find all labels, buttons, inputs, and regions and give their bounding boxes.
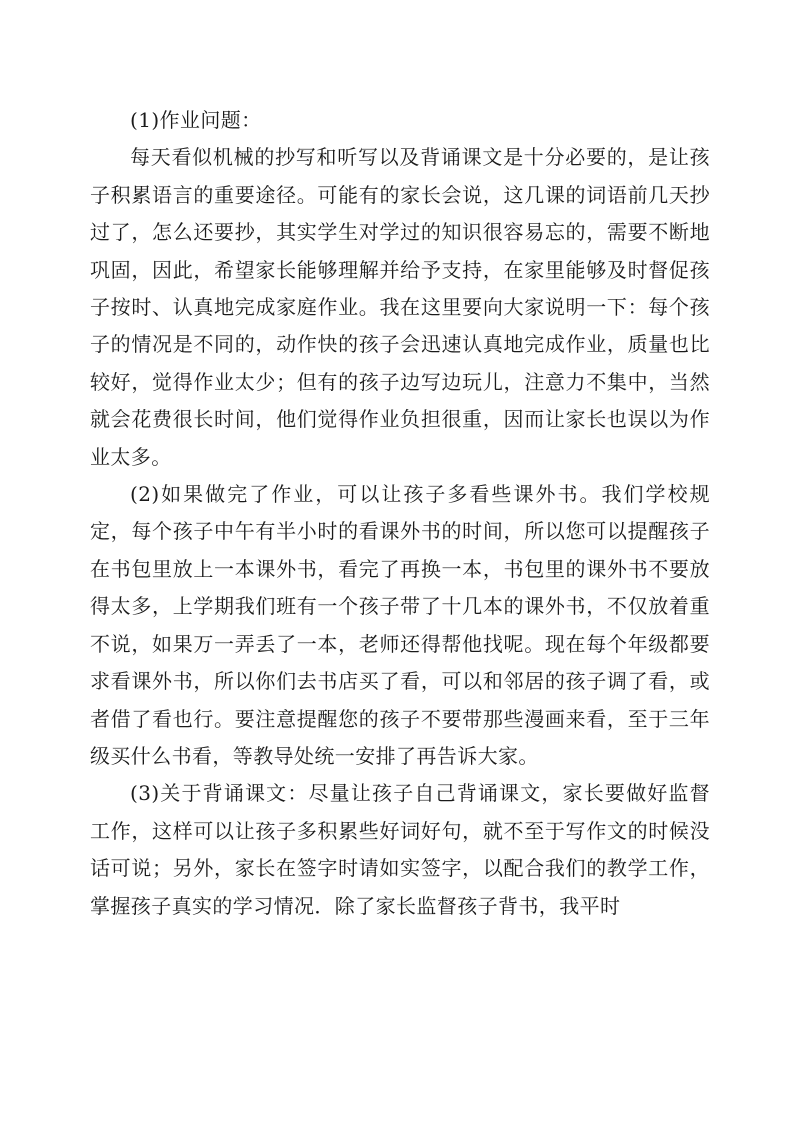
paragraph-extracurricular-reading: (2)如果做完了作业，可以让孩子多看些课外书。我们学校规定，每个孩子中午有半小时的看课外书的时间，所以您可以提醒孩子在书包里放上一本课外书，看完了再换一本，书包里的课外书不要放得太多，上学期我们班有一个孩子带了十几本的课外书，不仅放着重不说，如果万一弄丢了一本，老师还得帮他找呢。现在每个年级都要求看课外书，所以你们去书店买了看，可以和邻居的孩子调了看，或者借了看也行。要注意提醒您的孩子不要带那些漫画来看，至于三年级买什么书看，等教导处统一安排了再告诉大家。: [90, 482, 710, 768]
paragraph-homework-explanation: 每天看似机械的抄写和听写以及背诵课文是十分必要的，是让孩子积累语言的重要途径。可能有的家长会说，这几课的词语前几天抄过了，怎么还要抄，其实学生对学过的知识很容易忘的，需要不断地巩固，因此，希望家长能够理解并给予支持，在家里能够及时督促孩子按时、认真地完成家庭作业。我在这里要向大家说明一下：每个孩子的情况是不同的，动作快的孩子会迅速认真地完成作业，质量也比较好，觉得作业太少；但有的孩子边写边玩儿，注意力不集中，当然就会花费很长时间，他们觉得作业负担很重，因而让家长也误以为作业太多。: [90, 145, 710, 469]
paragraph-text-recitation: (3)关于背诵课文：尽量让孩子自己背诵课文，家长要做好监督工作，这样可以让孩子多积累些好词好句，就不至于写作文的时候没话可说；另外，家长在签字时请如实签字，以配合我们的教学工作，掌握孩子真实的学习情况．除了家长监督孩子背书，我平时: [90, 781, 710, 918]
document-body: [90, 102, 710, 925]
heading-homework-issue: (1)作业问题：: [130, 108, 262, 132]
